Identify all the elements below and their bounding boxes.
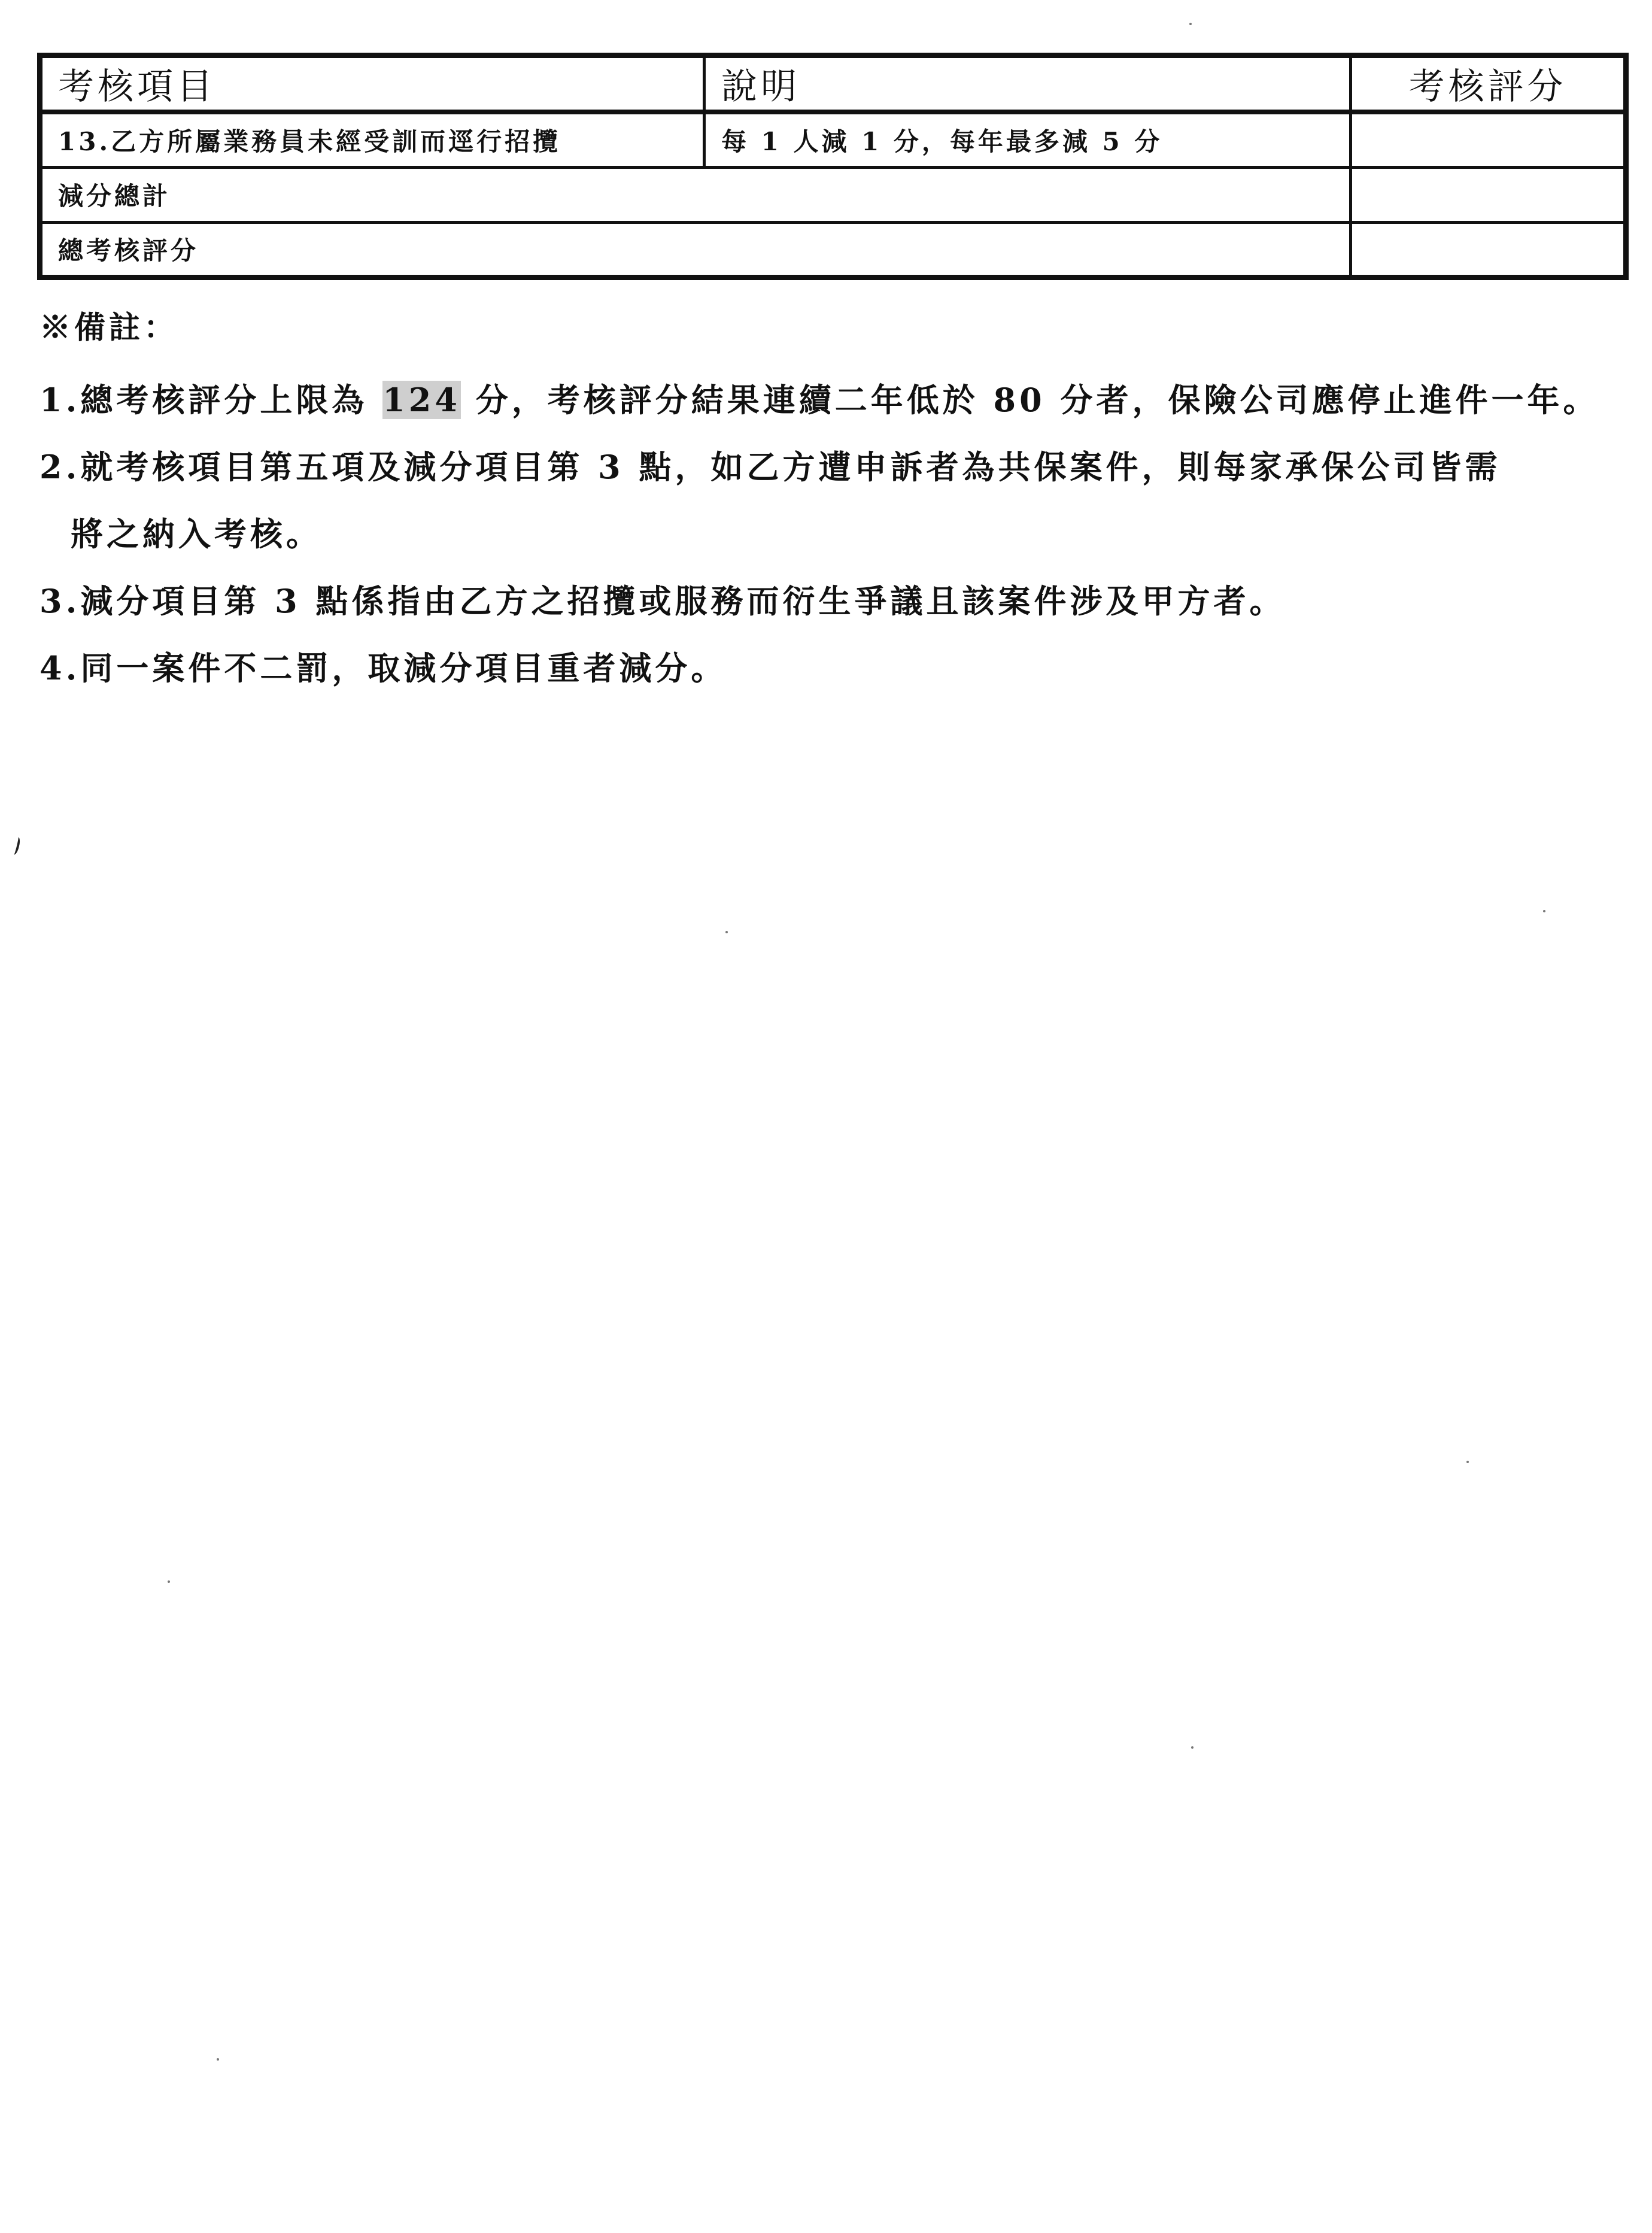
- item-text: 13.乙方所屬業務員未經受訓而逕行招攬: [58, 126, 561, 156]
- note-2-line-1: 2.就考核項目第五項及減分項目第 3 點，如乙方遭申訴者為共保案件，則每家承保公司皆需: [40, 448, 1501, 486]
- header-item: [40, 56, 704, 113]
- score-cell: [1351, 112, 1626, 167]
- scan-speck: [1466, 1461, 1469, 1463]
- overall-score-row: [40, 222, 1626, 277]
- note-1-highlight: 124: [382, 381, 461, 419]
- scan-speck: [217, 2058, 219, 2061]
- overall-score-value-cell: [1351, 222, 1626, 277]
- header-description: [704, 56, 1351, 113]
- notes-section: [40, 302, 1620, 702]
- scan-speck: [725, 931, 728, 933]
- description-cell: [704, 112, 1351, 167]
- note-2: [40, 433, 1620, 568]
- deduction-total-label: 減分總計: [58, 181, 171, 211]
- header-item-label: 考核項目: [58, 66, 216, 108]
- item-cell: [40, 112, 704, 167]
- deduction-total-row: [40, 167, 1626, 222]
- header-score-label: 考核評分: [1408, 66, 1567, 108]
- note-4: 4.同一案件不二罰，取減分項目重者減分。: [40, 649, 727, 687]
- notes-title: ※備註：: [40, 310, 179, 346]
- note-3: 3.減分項目第 3 點係指由乙方之招攬或服務而衍生爭議且該案件涉及甲方者。: [40, 582, 1286, 620]
- overall-score-label-cell: [40, 222, 1351, 277]
- scan-mark: [11, 836, 22, 855]
- scan-speck: [168, 1580, 170, 1583]
- header-score: [1351, 56, 1626, 113]
- deduction-total-score-cell: [1351, 167, 1626, 222]
- header-description-label: 說明: [721, 66, 800, 108]
- overall-score-label: 總考核評分: [58, 236, 199, 265]
- table-header-row: [40, 56, 1626, 113]
- table-row: [40, 112, 1626, 167]
- note-2-line-2: 將之納入考核。: [71, 515, 322, 553]
- deduction-total-label-cell: [40, 167, 1351, 222]
- scan-speck: [1189, 23, 1192, 25]
- description-text: 每 1 人減 1 分，每年最多減 5 分: [721, 126, 1163, 156]
- assessment-table: [37, 53, 1629, 280]
- note-1-text-after: 分，考核評分結果連續二年低於 80 分者，保險公司應停止進件一年。: [460, 381, 1599, 419]
- note-1: [40, 366, 1620, 433]
- scan-speck: [1191, 1746, 1194, 1749]
- note-1-text-before: 1.總考核評分上限為: [40, 381, 383, 419]
- scan-speck: [1543, 910, 1545, 912]
